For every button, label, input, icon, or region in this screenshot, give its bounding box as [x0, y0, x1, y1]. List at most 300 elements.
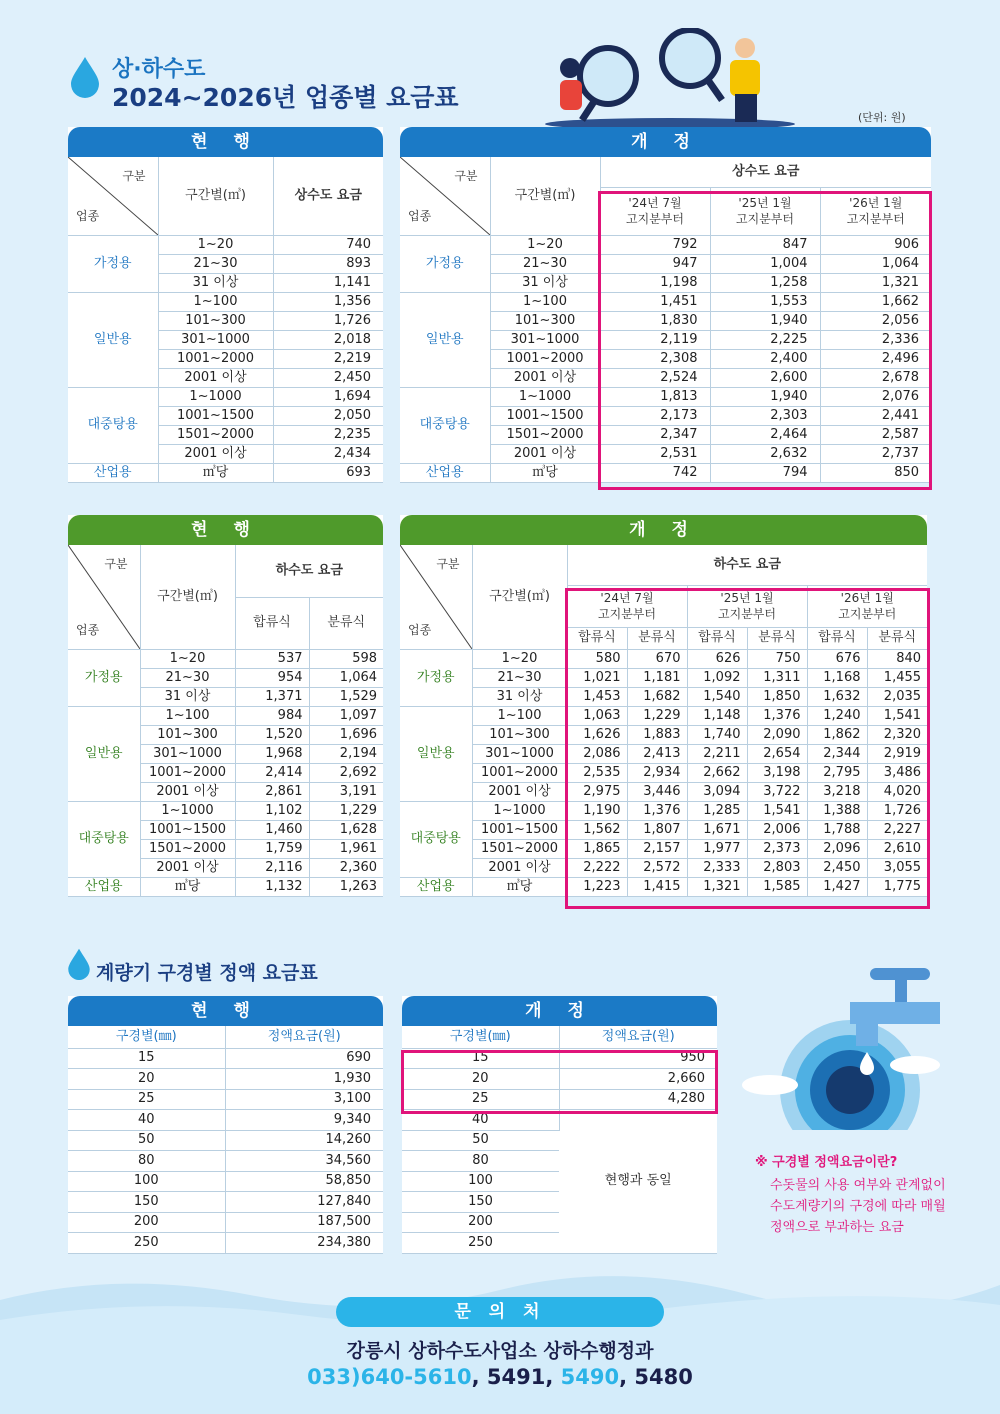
diagonal-header-cell: [68, 157, 158, 235]
fee-cell: 1,562: [567, 820, 627, 839]
meter-fee-cell: 2,660: [559, 1069, 717, 1090]
table-row: [400, 744, 927, 763]
fee-cell: 1,775: [867, 877, 927, 896]
range-cell: 31 이상: [158, 273, 273, 292]
range-header: 구간별(㎥): [158, 157, 273, 235]
fee-cell: 792: [600, 235, 710, 254]
upjong-label: 업종: [408, 208, 432, 223]
fee-cell: 693: [273, 463, 383, 482]
table-row: [400, 668, 927, 687]
range-cell: 2001 이상: [472, 782, 567, 801]
fee-cell: 1,455: [867, 668, 927, 687]
fee-cell: 2,572: [627, 858, 687, 877]
meter-fee-cell: 58,850: [225, 1171, 383, 1192]
upjong-label: 업종: [76, 208, 100, 223]
fee-cell: 1,865: [567, 839, 627, 858]
fee-cell: 2,413: [627, 744, 687, 763]
period-header: '26년 1월 고지분부터: [820, 187, 931, 235]
range-cell: 1~20: [158, 235, 273, 254]
fee-cell: 1,961: [309, 839, 383, 858]
fee-cell: 1,376: [627, 801, 687, 820]
range-cell: 2001 이상: [472, 858, 567, 877]
fee-cell: 2,090: [747, 725, 807, 744]
range-cell: 1501~2000: [140, 839, 235, 858]
range-cell: 2001 이상: [490, 444, 600, 463]
range-cell: 301~1000: [490, 330, 600, 349]
table-row: [400, 292, 931, 311]
fee-cell: 1,696: [309, 725, 383, 744]
water-revised-table: [400, 127, 931, 483]
range-header: 구간별(㎥): [472, 545, 567, 649]
meter-size-cell: 50: [402, 1130, 559, 1151]
table-row: [400, 839, 927, 858]
fee-cell: 1,356: [273, 292, 383, 311]
fee-cell: 2,035: [867, 687, 927, 706]
combined-header: 합류식: [567, 627, 627, 649]
meter-fee-cell: 234,380: [225, 1233, 383, 1254]
table-row: [400, 725, 927, 744]
category-cell: 대중탕용: [400, 387, 490, 463]
table-row: [400, 801, 927, 820]
table-row: [400, 820, 927, 839]
table-row: [400, 235, 931, 254]
table-row: [68, 877, 383, 896]
fee-cell: 1,694: [273, 387, 383, 406]
meter-size-cell: 250: [68, 1233, 225, 1254]
meter-fee-cell: 127,840: [225, 1192, 383, 1213]
fee-cell: 1,321: [820, 273, 931, 292]
range-cell: 1001~1500: [472, 820, 567, 839]
fee-cell: 1,285: [687, 801, 747, 820]
fee-cell: 893: [273, 254, 383, 273]
gubun-label: 구분: [454, 169, 478, 183]
fee-cell: 2,194: [309, 744, 383, 763]
meter-revised-table: [402, 996, 717, 1254]
category-cell: 대중탕용: [400, 801, 472, 877]
range-cell: 1~100: [472, 706, 567, 725]
fee-cell: 1,240: [807, 706, 867, 725]
fee-cell: 1,376: [747, 706, 807, 725]
fee-cell: 2,737: [820, 444, 931, 463]
category-cell: 가정용: [400, 649, 472, 706]
fee-cell: 2,414: [235, 763, 309, 782]
faucet-illustration: [740, 960, 940, 1130]
table-row: [400, 649, 927, 668]
fee-cell: 3,198: [747, 763, 807, 782]
range-cell: 1~100: [158, 292, 273, 311]
fee-cell: 1,740: [687, 725, 747, 744]
fee-cell: 670: [627, 649, 687, 668]
table-row: [400, 782, 927, 801]
range-header: 구간별(㎥): [490, 157, 600, 235]
water-drop-icon: [66, 947, 92, 981]
fee-cell: 1,064: [309, 668, 383, 687]
revised-header: 개 정: [400, 515, 927, 545]
table-row: [68, 1171, 383, 1192]
fee-cell: 2,056: [820, 311, 931, 330]
same-as-current-cell: 현행과 동일: [559, 1110, 717, 1254]
fee-cell: 1,585: [747, 877, 807, 896]
fee-cell: 1,415: [627, 877, 687, 896]
water-fee-header: 상수도 요금: [600, 157, 931, 187]
magnifier-people-illustration: [540, 28, 810, 128]
fee-cell: 2,450: [273, 368, 383, 387]
upjong-label: 업종: [76, 622, 100, 637]
page-title: 2024~2026년 업종별 요금표: [112, 83, 459, 112]
fee-cell: 1,181: [627, 668, 687, 687]
fee-cell: 1,726: [273, 311, 383, 330]
gubun-label: 구분: [104, 557, 128, 571]
water-fee-header: 상수도 요금: [273, 157, 383, 235]
fee-cell: 1,258: [710, 273, 820, 292]
range-cell: ㎥당: [158, 463, 273, 482]
fee-cell: 1,190: [567, 801, 627, 820]
fee-cell: 1,263: [309, 877, 383, 896]
fee-cell: 1,388: [807, 801, 867, 820]
fee-cell: 1,321: [687, 877, 747, 896]
range-cell: 21~30: [158, 254, 273, 273]
fee-cell: 2,803: [747, 858, 807, 877]
table-row: [400, 877, 927, 896]
category-cell: 일반용: [400, 706, 472, 801]
fee-cell: 2,919: [867, 744, 927, 763]
table-row: [402, 1110, 717, 1131]
fee-cell: 2,227: [867, 820, 927, 839]
fee-cell: 3,486: [867, 763, 927, 782]
sewer-fee-header: 하수도 요금: [567, 545, 927, 585]
water-current-table: [68, 127, 383, 483]
range-cell: 2001 이상: [140, 782, 235, 801]
table-row: [68, 387, 383, 406]
diagonal-header-cell: [400, 545, 472, 649]
fee-cell: 1,850: [747, 687, 807, 706]
range-cell: 1~1000: [158, 387, 273, 406]
fee-cell: 2,861: [235, 782, 309, 801]
fee-cell: 947: [600, 254, 710, 273]
fee-cell: 3,191: [309, 782, 383, 801]
range-cell: 31 이상: [472, 687, 567, 706]
range-cell: 101~300: [158, 311, 273, 330]
phone-main: 033)640-5610: [307, 1365, 472, 1389]
fee-cell: 2,116: [235, 858, 309, 877]
fee-cell: 2,211: [687, 744, 747, 763]
range-cell: 1501~2000: [158, 425, 273, 444]
fee-cell: 2,464: [710, 425, 820, 444]
fee-cell: 1,148: [687, 706, 747, 725]
phone-ext: 5490: [560, 1365, 620, 1389]
fee-cell: 1,371: [235, 687, 309, 706]
table-row: [68, 1130, 383, 1151]
fee-cell: 750: [747, 649, 807, 668]
fee-cell: 1,520: [235, 725, 309, 744]
fee-cell: 3,055: [867, 858, 927, 877]
table-row: [400, 387, 931, 406]
fee-cell: 1,021: [567, 668, 627, 687]
meter-size-cell: 150: [68, 1192, 225, 1213]
unit-label: (단위: 원): [858, 111, 906, 124]
fee-cell: 1,063: [567, 706, 627, 725]
fee-cell: 2,018: [273, 330, 383, 349]
upjong-label: 업종: [408, 622, 432, 637]
fee-cell: 1,541: [747, 801, 807, 820]
fee-cell: 537: [235, 649, 309, 668]
fee-cell: 1,726: [867, 801, 927, 820]
fee-cell: 2,344: [807, 744, 867, 763]
fee-cell: 1,813: [600, 387, 710, 406]
meter-fee-cell: 3,100: [225, 1089, 383, 1110]
meter-fee-header: 정액요금(원): [225, 1026, 383, 1048]
meter-current-table: [68, 996, 383, 1254]
fee-cell: 2,531: [600, 444, 710, 463]
range-cell: 101~300: [490, 311, 600, 330]
meter-fee-cell: 9,340: [225, 1110, 383, 1131]
meter-fee-cell: 1,930: [225, 1069, 383, 1090]
range-cell: 1001~1500: [140, 820, 235, 839]
fee-cell: 1,311: [747, 668, 807, 687]
range-cell: 21~30: [472, 668, 567, 687]
fee-cell: 1,141: [273, 273, 383, 292]
category-cell: 산업용: [400, 463, 490, 482]
meter-size-cell: 40: [402, 1110, 559, 1131]
fee-cell: 1,097: [309, 706, 383, 725]
range-cell: 301~1000: [472, 744, 567, 763]
meter-fee-cell: 950: [559, 1048, 717, 1069]
separate-header: 분류식: [309, 597, 383, 649]
category-cell: 산업용: [68, 877, 140, 896]
fee-cell: 1,626: [567, 725, 627, 744]
fee-cell: 740: [273, 235, 383, 254]
fee-cell: 626: [687, 649, 747, 668]
meter-size-header: 구경별(㎜): [68, 1026, 225, 1048]
range-cell: 1501~2000: [490, 425, 600, 444]
range-cell: 1001~2000: [140, 763, 235, 782]
fee-cell: 1,632: [807, 687, 867, 706]
meter-size-cell: 25: [68, 1089, 225, 1110]
category-cell: 산업용: [400, 877, 472, 896]
water-drop-icon: [68, 55, 102, 99]
fee-cell: 1,883: [627, 725, 687, 744]
meter-size-cell: 80: [402, 1151, 559, 1172]
fee-cell: 1,862: [807, 725, 867, 744]
fee-cell: 1,671: [687, 820, 747, 839]
fee-cell: 2,600: [710, 368, 820, 387]
fee-cell: 840: [867, 649, 927, 668]
meter-size-cell: 50: [68, 1130, 225, 1151]
range-cell: 2001 이상: [140, 858, 235, 877]
meter-fee-cell: 14,260: [225, 1130, 383, 1151]
fee-cell: 2,333: [687, 858, 747, 877]
fee-cell: 1,662: [820, 292, 931, 311]
fee-cell: 1,940: [710, 387, 820, 406]
fee-cell: 3,094: [687, 782, 747, 801]
fee-cell: 1,064: [820, 254, 931, 273]
phone-separator: ,: [545, 1365, 561, 1389]
range-cell: 1001~2000: [158, 349, 273, 368]
fee-cell: 1,102: [235, 801, 309, 820]
fee-cell: 2,496: [820, 349, 931, 368]
meter-size-cell: 100: [402, 1171, 559, 1192]
table-row: [402, 1048, 717, 1069]
category-cell: 일반용: [400, 292, 490, 387]
fee-cell: 2,535: [567, 763, 627, 782]
revised-header: 개 정: [400, 127, 931, 157]
table-row: [400, 858, 927, 877]
fee-cell: 906: [820, 235, 931, 254]
revised-header: 개 정: [402, 996, 717, 1026]
contact-phone: [0, 1365, 1000, 1389]
meter-size-cell: 20: [68, 1069, 225, 1090]
fee-cell: 847: [710, 235, 820, 254]
range-cell: 2001 이상: [158, 444, 273, 463]
meter-note-title: ※ 구경별 정액요금이란?: [755, 1155, 898, 1170]
fee-cell: 1,940: [710, 311, 820, 330]
table-row: [68, 1212, 383, 1233]
meter-fee-cell: 690: [225, 1048, 383, 1069]
table-row: [402, 1069, 717, 1090]
fee-cell: 2,795: [807, 763, 867, 782]
fee-cell: 2,441: [820, 406, 931, 425]
fee-cell: 954: [235, 668, 309, 687]
table-row: [68, 801, 383, 820]
fee-cell: 1,807: [627, 820, 687, 839]
range-cell: 2001 이상: [490, 368, 600, 387]
range-cell: 1001~2000: [490, 349, 600, 368]
fee-cell: 1,092: [687, 668, 747, 687]
phone-ext: 5480: [634, 1365, 693, 1389]
fee-cell: 1,004: [710, 254, 820, 273]
table-row: [400, 763, 927, 782]
range-cell: ㎥당: [472, 877, 567, 896]
meter-section-title: 계량기 구경별 정액 요금표: [96, 962, 318, 984]
meter-size-cell: 200: [402, 1212, 559, 1233]
fee-cell: 1,540: [687, 687, 747, 706]
range-cell: 1501~2000: [472, 839, 567, 858]
fee-cell: 1,198: [600, 273, 710, 292]
fee-cell: 984: [235, 706, 309, 725]
fee-cell: 2,119: [600, 330, 710, 349]
fee-cell: 2,225: [710, 330, 820, 349]
combined-header: 합류식: [807, 627, 867, 649]
category-cell: 가정용: [400, 235, 490, 292]
fee-cell: 742: [600, 463, 710, 482]
range-cell: 1~20: [140, 649, 235, 668]
table-row: [68, 463, 383, 482]
meter-size-cell: 20: [402, 1069, 559, 1090]
fee-cell: 2,400: [710, 349, 820, 368]
fee-cell: 1,229: [627, 706, 687, 725]
fee-cell: 1,229: [309, 801, 383, 820]
fee-cell: 2,096: [807, 839, 867, 858]
meter-note-body: 수돗물의 사용 여부와 관계없이 수도계량기의 구경에 따라 매월 정액으로 부과하는 요금: [770, 1178, 946, 1235]
fee-cell: 3,722: [747, 782, 807, 801]
meter-size-cell: 150: [402, 1192, 559, 1213]
fee-cell: 676: [807, 649, 867, 668]
range-cell: 1~1000: [140, 801, 235, 820]
range-cell: 301~1000: [140, 744, 235, 763]
range-cell: 1~1000: [472, 801, 567, 820]
meter-fee-cell: 187,500: [225, 1212, 383, 1233]
range-cell: ㎥당: [490, 463, 600, 482]
fee-cell: 598: [309, 649, 383, 668]
table-row: [68, 1192, 383, 1213]
phone-separator: ,: [619, 1365, 635, 1389]
table-row: [68, 706, 383, 725]
fee-cell: 2,347: [600, 425, 710, 444]
meter-size-cell: 250: [402, 1233, 559, 1254]
meter-fee-cell: 34,560: [225, 1151, 383, 1172]
table-row: [68, 1048, 383, 1069]
combined-header: 합류식: [687, 627, 747, 649]
category-cell: 가정용: [68, 649, 140, 706]
fee-cell: 2,450: [807, 858, 867, 877]
fee-cell: 1,830: [600, 311, 710, 330]
meter-size-cell: 25: [402, 1089, 559, 1110]
meter-size-cell: 200: [68, 1212, 225, 1233]
separate-header: 분류식: [867, 627, 927, 649]
range-cell: 301~1000: [158, 330, 273, 349]
current-header: 현 행: [68, 515, 383, 545]
fee-cell: 2,336: [820, 330, 931, 349]
fee-cell: 2,360: [309, 858, 383, 877]
period-header: '25년 1월 고지분부터: [710, 187, 820, 235]
diagonal-header-cell: [68, 545, 140, 649]
sewer-fee-header: 하수도 요금: [235, 545, 383, 597]
fee-cell: 850: [820, 463, 931, 482]
category-cell: 대중탕용: [68, 387, 158, 463]
fee-cell: 4,020: [867, 782, 927, 801]
table-row: [68, 1151, 383, 1172]
fee-cell: 1,223: [567, 877, 627, 896]
fee-cell: 1,541: [867, 706, 927, 725]
period-header: '24년 7월 고지분부터: [600, 187, 710, 235]
table-row: [68, 1110, 383, 1131]
sewer-current-table: [68, 515, 383, 897]
fee-cell: 2,219: [273, 349, 383, 368]
combined-header: 합류식: [235, 597, 309, 649]
fee-cell: 2,157: [627, 839, 687, 858]
separate-header: 분류식: [747, 627, 807, 649]
range-cell: ㎥당: [140, 877, 235, 896]
fee-cell: 2,006: [747, 820, 807, 839]
current-header: 현 행: [68, 127, 383, 157]
fee-cell: 580: [567, 649, 627, 668]
table-row: [400, 463, 931, 482]
fee-cell: 1,682: [627, 687, 687, 706]
fee-cell: 2,086: [567, 744, 627, 763]
table-row: [402, 1089, 717, 1110]
fee-cell: 1,977: [687, 839, 747, 858]
fee-cell: 2,587: [820, 425, 931, 444]
gubun-label: 구분: [436, 557, 460, 571]
range-cell: 101~300: [140, 725, 235, 744]
table-row: [400, 687, 927, 706]
range-cell: 1~20: [472, 649, 567, 668]
table-row: [68, 1089, 383, 1110]
period-header: '25년 1월 고지분부터: [687, 585, 807, 627]
contact-label: 문 의 처: [336, 1297, 664, 1327]
contact-organization: 강릉시 상하수도사업소 상하수행정과: [346, 1340, 654, 1362]
fee-cell: 1,628: [309, 820, 383, 839]
current-header: 현 행: [68, 996, 383, 1026]
range-cell: 21~30: [490, 254, 600, 273]
fee-cell: 2,975: [567, 782, 627, 801]
fee-cell: 2,222: [567, 858, 627, 877]
table-row: [68, 292, 383, 311]
fee-cell: 2,610: [867, 839, 927, 858]
range-cell: 1001~2000: [472, 763, 567, 782]
fee-cell: 794: [710, 463, 820, 482]
fee-cell: 2,692: [309, 763, 383, 782]
